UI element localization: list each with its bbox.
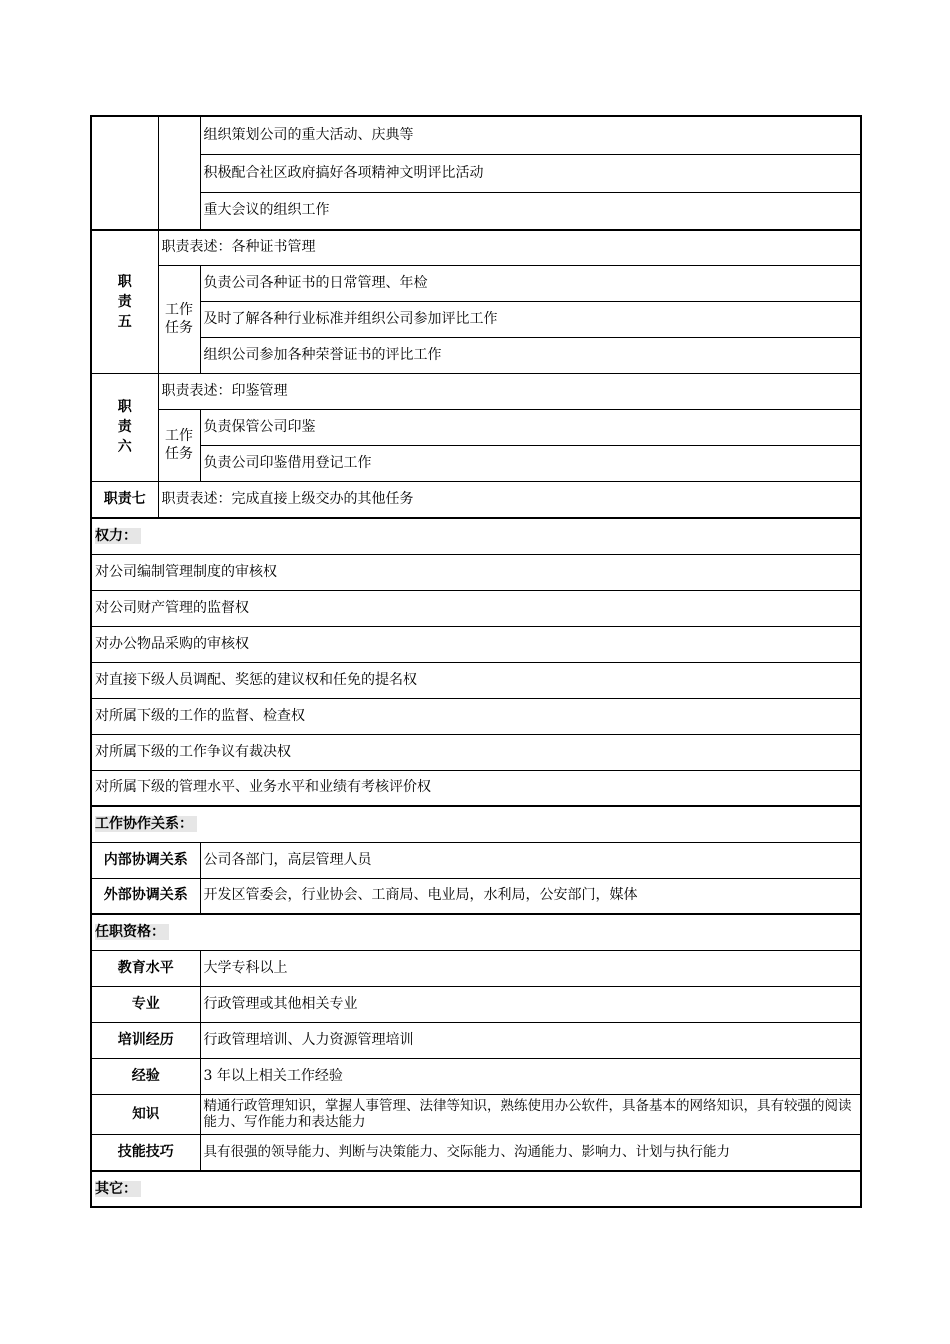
power-item: 对所属下级的工作的监督、检查权 xyxy=(91,698,861,734)
duty5-task: 负责公司各种证书的日常管理、年检 xyxy=(200,265,861,301)
relations-heading: 工作协作关系： xyxy=(91,806,861,842)
duty5-task: 组织公司参加各种荣誉证书的评比工作 xyxy=(200,337,861,373)
power-item: 对所属下级的工作争议有裁决权 xyxy=(91,734,861,770)
qualification-label: 专业 xyxy=(91,986,200,1022)
task-label-cell-empty xyxy=(158,116,200,230)
power-item: 对所属下级的管理水平、业务水平和业绩有考核评价权 xyxy=(91,770,861,806)
power-item: 对公司编制管理制度的审核权 xyxy=(91,554,861,590)
qualification-label: 技能技巧 xyxy=(91,1134,200,1171)
duty7-statement: 职责表述：完成直接上级交办的其他任务 xyxy=(158,481,861,518)
duty6-task: 负责保管公司印鉴 xyxy=(200,409,861,445)
qualification-value: 大学专科以上 xyxy=(200,950,861,986)
qualification-value: 3 年以上相关工作经验 xyxy=(200,1058,861,1094)
qualifications-heading: 任职资格： xyxy=(91,914,861,950)
job-description-document xyxy=(90,115,860,1208)
qualification-label: 教育水平 xyxy=(91,950,200,986)
external-relations-label: 外部协调关系 xyxy=(91,878,200,914)
qualification-value: 行政管理培训、人力资源管理培训 xyxy=(200,1022,861,1058)
powers-heading: 权力： xyxy=(91,518,861,554)
external-relations-value: 开发区管委会，行业协会、工商局、电业局，水利局，公安部门，媒体 xyxy=(200,878,861,914)
qualification-value: 具有很强的领导能力、判断与决策能力、交际能力、沟通能力、影响力、计划与执行能力 xyxy=(200,1134,861,1171)
duty6-statement: 职责表述：印鉴管理 xyxy=(158,373,861,409)
qualification-value: 行政管理或其他相关专业 xyxy=(200,986,861,1022)
duty5-task-label: 工作 任务 xyxy=(158,265,200,373)
task-item: 组织策划公司的重大活动、庆典等 xyxy=(200,116,861,154)
power-item: 对公司财产管理的监督权 xyxy=(91,590,861,626)
qualification-value: 精通行政管理知识，掌握人事管理、法律等知识，熟练使用办公软件，具备基本的网络知识，具有较强的阅读能力、写作能力和表达能力 xyxy=(200,1094,861,1134)
task-item: 重大会议的组织工作 xyxy=(200,192,861,230)
power-item: 对办公物品采购的审核权 xyxy=(91,626,861,662)
duty6-task: 负责公司印鉴借用登记工作 xyxy=(200,445,861,481)
duty-label-cell-empty xyxy=(91,116,158,230)
duty6-label: 职 责 六 xyxy=(91,373,158,481)
job-description-table xyxy=(90,115,862,1208)
duty5-task: 及时了解各种行业标准并组织公司参加评比工作 xyxy=(200,301,861,337)
duty5-statement: 职责表述：各种证书管理 xyxy=(158,230,861,265)
duty7-label: 职责七 xyxy=(91,481,158,518)
internal-relations-value: 公司各部门，高层管理人员 xyxy=(200,842,861,878)
duty6-task-label: 工作 任务 xyxy=(158,409,200,481)
qualification-label: 知识 xyxy=(91,1094,200,1134)
other-heading: 其它： xyxy=(91,1171,861,1207)
qualification-label: 培训经历 xyxy=(91,1022,200,1058)
duty5-label: 职 责 五 xyxy=(91,230,158,373)
task-item: 积极配合社区政府搞好各项精神文明评比活动 xyxy=(200,154,861,192)
internal-relations-label: 内部协调关系 xyxy=(91,842,200,878)
power-item: 对直接下级人员调配、奖惩的建议权和任免的提名权 xyxy=(91,662,861,698)
qualification-label: 经验 xyxy=(91,1058,200,1094)
